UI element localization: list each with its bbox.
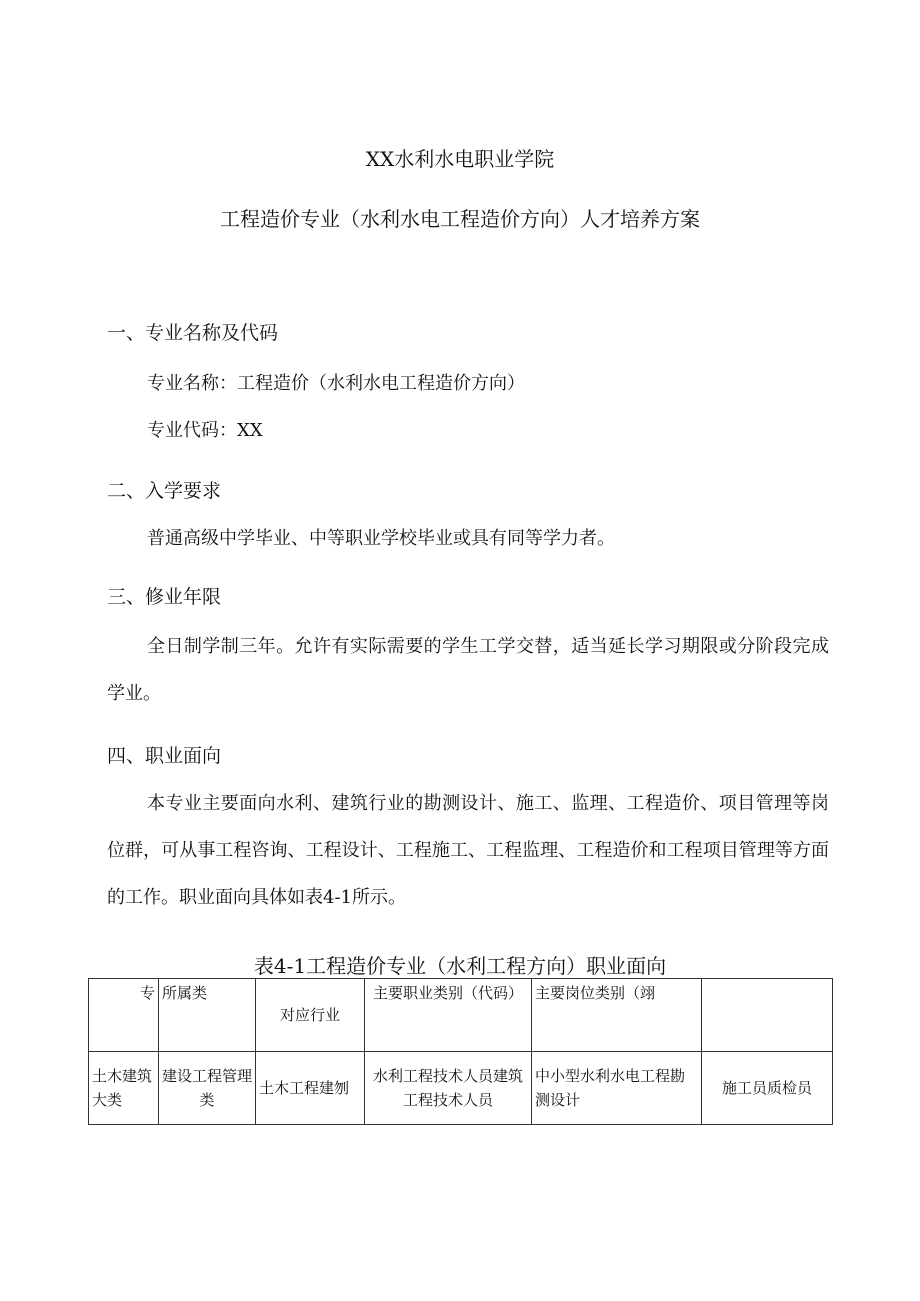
table-caption: 表4-1工程造价专业（水利工程方向）职业面向 bbox=[253, 954, 667, 978]
header-cell: 主要岗位类别（翊 bbox=[532, 979, 702, 1052]
major-code-line: 专业代码：XX bbox=[147, 420, 263, 441]
table-cell: 土木建筑大类 bbox=[89, 1052, 159, 1125]
section-3-heading: 三、修业年限 bbox=[107, 586, 222, 608]
table-cell: 土木工程建刎 bbox=[256, 1052, 365, 1125]
header-cell: 专 bbox=[89, 979, 159, 1052]
table-cell: 中小型水利水电工程勘测设计 bbox=[532, 1052, 702, 1125]
career-orientation-text: 本专业主要面向水利、建筑行业的勘测设计、施工、监理、工程造价、项目管理等岗位群，可从事工程咨询、工程设计、工程施工、工程监理、工程造价和工程项目管理等方面的工作。职业面向具体如表4-1所示。 bbox=[107, 793, 829, 908]
table-cell: 施工员质检员 bbox=[702, 1052, 833, 1125]
admission-requirement-text: 普通高级中学毕业、中等职业学校毕业或具有同等学力者。 bbox=[147, 528, 615, 549]
table-cell: 水利工程技术人员建筑工程技术人员 bbox=[365, 1052, 532, 1125]
school-name: XX水利水电职业学院 bbox=[365, 147, 555, 171]
table-cell: 建设工程管理类 bbox=[159, 1052, 256, 1125]
section-4-heading: 四、职业面向 bbox=[107, 745, 222, 767]
section-1-heading: 一、专业名称及代码 bbox=[107, 322, 279, 344]
header-cell: 对应行业 bbox=[256, 979, 365, 1052]
section-2-heading: 二、入学要求 bbox=[107, 480, 222, 502]
table-row bbox=[89, 1052, 833, 1125]
header-cell: 主要职业类别（代码） bbox=[365, 979, 532, 1052]
major-name-line: 专业名称：工程造价（水利水电工程造价方向） bbox=[147, 373, 525, 394]
table-header-row bbox=[89, 979, 833, 1052]
header-cell: 所属类 bbox=[159, 979, 256, 1052]
career-orientation-table bbox=[88, 978, 833, 1125]
study-duration-text: 全日制学制三年。允许有实际需要的学生工学交替，适当延长学习期限或分阶段完成学业。 bbox=[107, 636, 829, 704]
header-cell bbox=[702, 979, 833, 1052]
document-title: 工程造价专业（水利水电工程造价方向）人才培养方案 bbox=[220, 207, 700, 231]
